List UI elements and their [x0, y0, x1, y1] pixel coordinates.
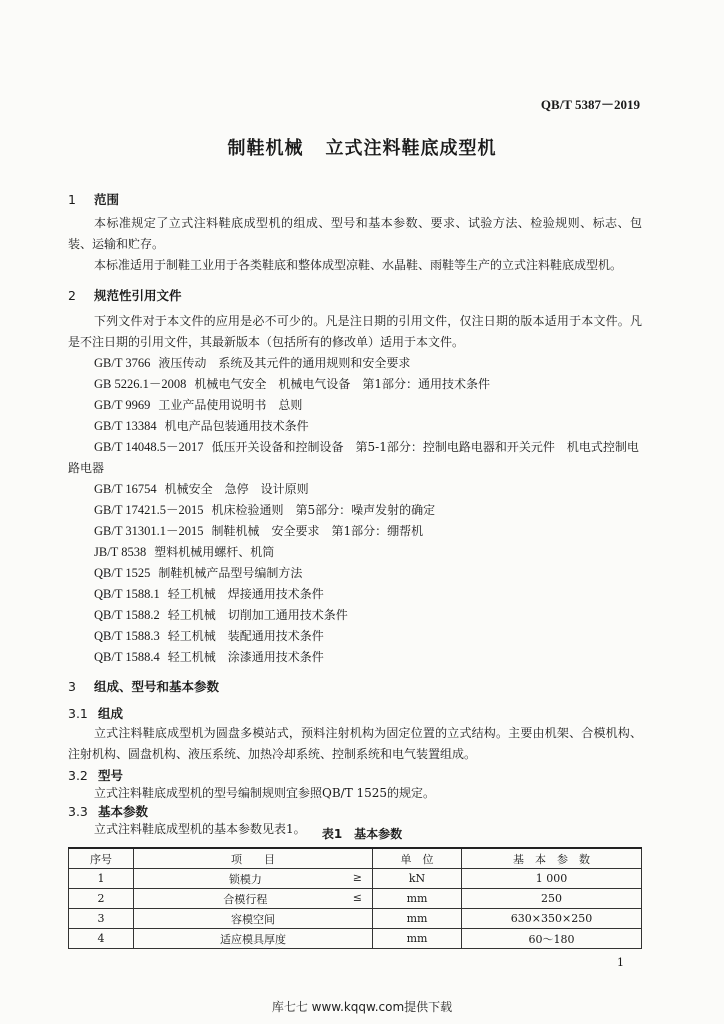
- table-cell: 3: [69, 909, 134, 929]
- table-cell: mm: [373, 889, 462, 909]
- table-cell: kN: [373, 869, 462, 889]
- section-1-paragraph-2: 本标准适用于制鞋工业用于各类鞋底和整体成型凉鞋、水晶鞋、雨鞋等生产的立式注料鞋底成型机。: [94, 258, 623, 272]
- table-header: 基 本 参 数: [462, 848, 642, 869]
- subsection-3-3-heading: 3.3 基本参数: [68, 804, 149, 819]
- table-cell: 60～180: [462, 929, 642, 949]
- table-row: [69, 869, 642, 889]
- section-title: 规范性引用文件: [94, 288, 182, 303]
- table-cell: 锁模力 ≥: [134, 869, 373, 889]
- section-3-heading: [68, 677, 219, 695]
- table-cell: 4: [69, 929, 134, 949]
- section-title: 范围: [94, 192, 120, 207]
- table-cell: 适应模具厚度: [134, 929, 373, 949]
- subsection-3-1-heading: 3.1 组成: [68, 706, 124, 721]
- section-1-heading: [68, 190, 119, 208]
- parameters-table: [68, 847, 642, 949]
- table-cell: 2: [69, 889, 134, 909]
- reference-item: QB/T 1588.3 轻工机械 装配通用技术条件: [94, 629, 324, 643]
- table-cell: 1 000: [462, 869, 642, 889]
- table-cell: 250: [462, 889, 642, 909]
- table-header: 序号: [69, 848, 134, 869]
- table-cell: 合模行程 ≤: [134, 889, 373, 909]
- reference-item: GB/T 14048.5－2017 低压开关设备和控制设备 第5-1部分：控制电路电器和开关元件 机电式控制电路电器: [68, 440, 639, 475]
- reference-item: QB/T 1588.4 轻工机械 涂漆通用技术条件: [94, 650, 324, 664]
- reference-item: GB/T 31301.1－2015 制鞋机械 安全要求 第1部分：绷帮机: [94, 524, 424, 538]
- section-number: 2: [68, 288, 76, 303]
- reference-item: QB/T 1588.1 轻工机械 焊接通用技术条件: [94, 587, 324, 601]
- table-header-row: [69, 848, 642, 869]
- subsection-3-2-heading: 3.2 型号: [68, 768, 124, 783]
- reference-item: GB/T 13384 机电产品包装通用技术条件: [94, 419, 309, 433]
- reference-item: QB/T 1588.2 轻工机械 切削加工通用技术条件: [94, 608, 348, 622]
- table-header: 单 位: [373, 848, 462, 869]
- table-row: [69, 889, 642, 909]
- reference-item: QB/T 1525 制鞋机械产品型号编制方法: [94, 566, 303, 580]
- title-part-2: 立式注料鞋底成型机: [325, 138, 497, 159]
- table-1-title: 表1 基本参数: [321, 827, 403, 841]
- table-cell: 630×350×250: [462, 909, 642, 929]
- section-2-heading: [68, 286, 182, 304]
- section-number: 1: [68, 192, 76, 207]
- table-cell: 容模空间: [134, 909, 373, 929]
- section-number: 3: [68, 679, 76, 694]
- reference-item: GB 5226.1－2008 机械电气安全 机械电气设备 第1部分：通用技术条件: [94, 377, 491, 391]
- page-number: 1: [617, 956, 624, 969]
- title-part-1: 制鞋机械: [227, 138, 304, 159]
- table-row: [69, 929, 642, 949]
- table-cell: mm: [373, 929, 462, 949]
- subsection-3-2-text: 立式注料鞋底成型机的型号编制规则宜参照QB/T 1525的规定。: [94, 786, 436, 800]
- table-cell: 1: [69, 869, 134, 889]
- subsection-3-1-text: 立式注料鞋底成型机为圆盘多模站式，预料注射机构为固定位置的立式结构。主要由机架、合模机构、注射机构、圆盘机构、液压系统、加热冷却系统、控制系统和电气装置组成。: [68, 726, 642, 761]
- table-header: 项 目: [134, 848, 373, 869]
- section-1-paragraph-1: 本标准规定了立式注料鞋底成型机的组成、型号和基本参数、要求、试验方法、检验规则、标志、包装、运输和贮存。: [68, 216, 642, 251]
- standard-number: QB/T 5387－2019: [540, 97, 640, 112]
- reference-item: GB/T 9969 工业产品使用说明书 总则: [94, 398, 303, 412]
- section-2-intro: 下列文件对于本文件的应用是必不可少的。凡是注日期的引用文件，仅注日期的版本适用于本文件。凡是不注日期的引用文件，其最新版本（包括所有的修改单）适用于本文件。: [68, 314, 642, 349]
- table-row: [69, 909, 642, 929]
- reference-item: GB/T 16754 机械安全 急停 设计原则: [94, 482, 309, 496]
- table-cell: mm: [373, 909, 462, 929]
- reference-item: GB/T 17421.5－2015 机床检验通则 第5部分：噪声发射的确定: [94, 503, 436, 517]
- section-title: 组成、型号和基本参数: [94, 679, 220, 694]
- document-title: [0, 134, 724, 160]
- reference-item: JB/T 8538 塑料机械用螺杆、机筒: [94, 545, 275, 559]
- subsection-3-3-text: 立式注料鞋底成型机的基本参数见表1。: [94, 822, 306, 836]
- reference-item: GB/T 3766 液压传动 系统及其元件的通用规则和安全要求: [94, 356, 411, 370]
- download-footer: 库七七 www.kqqw.com提供下载: [271, 1000, 453, 1014]
